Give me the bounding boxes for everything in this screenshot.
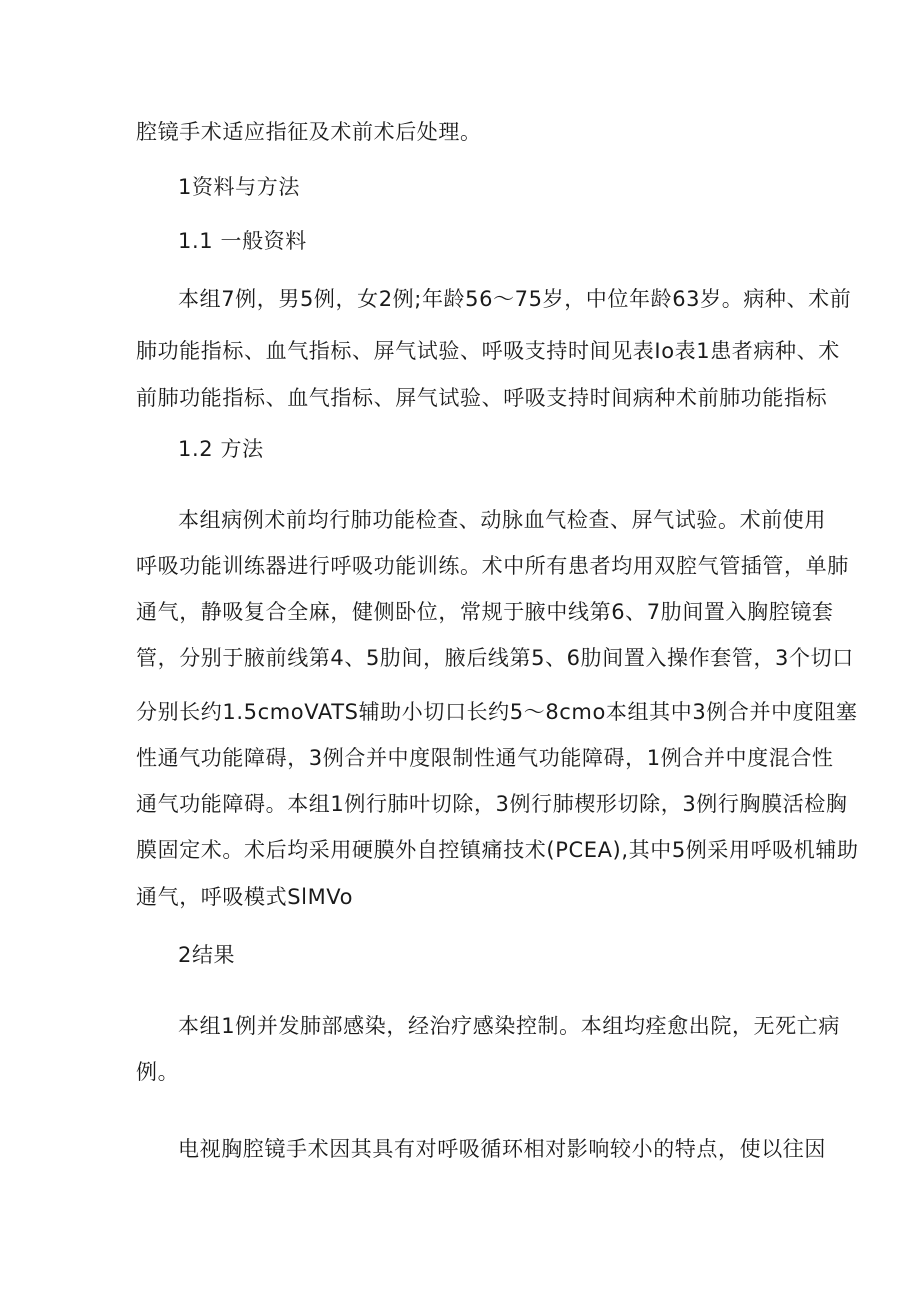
general-data-line-1: 本组7例，男5例，女2例;年龄56～75岁，中位年龄63岁。病种、术前 — [178, 287, 852, 311]
methods-line-5: 分别长约1.5cmoVATS辅助小切口长约5～8cmo本组其中3例合并中度阻塞 — [136, 700, 858, 724]
general-data-line-3: 前肺功能指标、血气指标、屏气试验、呼吸支持时间病种术前肺功能指标 — [136, 386, 828, 410]
methods-line-2: 呼吸功能训练器进行呼吸功能训练。术中所有患者均用双腔气管插管，单肺 — [136, 554, 849, 578]
methods-line-7: 通气功能障碍。本组1例行肺叶切除，3例行肺楔形切除，3例行胸膜活检胸 — [136, 792, 848, 816]
subsection-heading-methods: 1.2 方法 — [178, 437, 264, 461]
section-heading-results: 2结果 — [178, 943, 236, 967]
methods-line-4: 管，分别于腋前线第4、5肋间，腋后线第5、6肋间置入操作套管，3个切口 — [136, 646, 854, 670]
paragraph-continuation-line: 腔镜手术适应指征及术前术后处理。 — [136, 120, 482, 144]
methods-line-3: 通气，静吸复合全麻，健侧卧位，常规于腋中线第6、7肋间置入胸腔镜套 — [136, 600, 834, 624]
general-data-line-2: 肺功能指标、血气指标、屏气试验、呼吸支持时间见表Io表1患者病种、术 — [136, 339, 840, 363]
section-heading-materials-methods: 1资料与方法 — [178, 175, 300, 199]
results-line-2: 例。 — [136, 1060, 180, 1084]
methods-line-6: 性通气功能障碍，3例合并中度限制性通气功能障碍，1例合并中度混合性 — [136, 746, 834, 770]
methods-line-8: 膜固定术。术后均采用硬膜外自控镇痛技术(PCEA),其中5例采用呼吸机辅助 — [136, 838, 859, 862]
methods-line-1: 本组病例术前均行肺功能检查、动脉血气检查、屏气试验。术前使用 — [178, 508, 826, 532]
results-line-1: 本组1例并发肺部感染，经治疗感染控制。本组均痊愈出院，无死亡病 — [178, 1014, 840, 1038]
discussion-line-1: 电视胸腔镜手术因其具有对呼吸循环相对影响较小的特点，使以往因 — [178, 1137, 826, 1161]
subsection-heading-general-data: 1.1 一般资料 — [178, 229, 307, 253]
methods-line-9: 通气，呼吸模式SlMVo — [136, 885, 354, 909]
